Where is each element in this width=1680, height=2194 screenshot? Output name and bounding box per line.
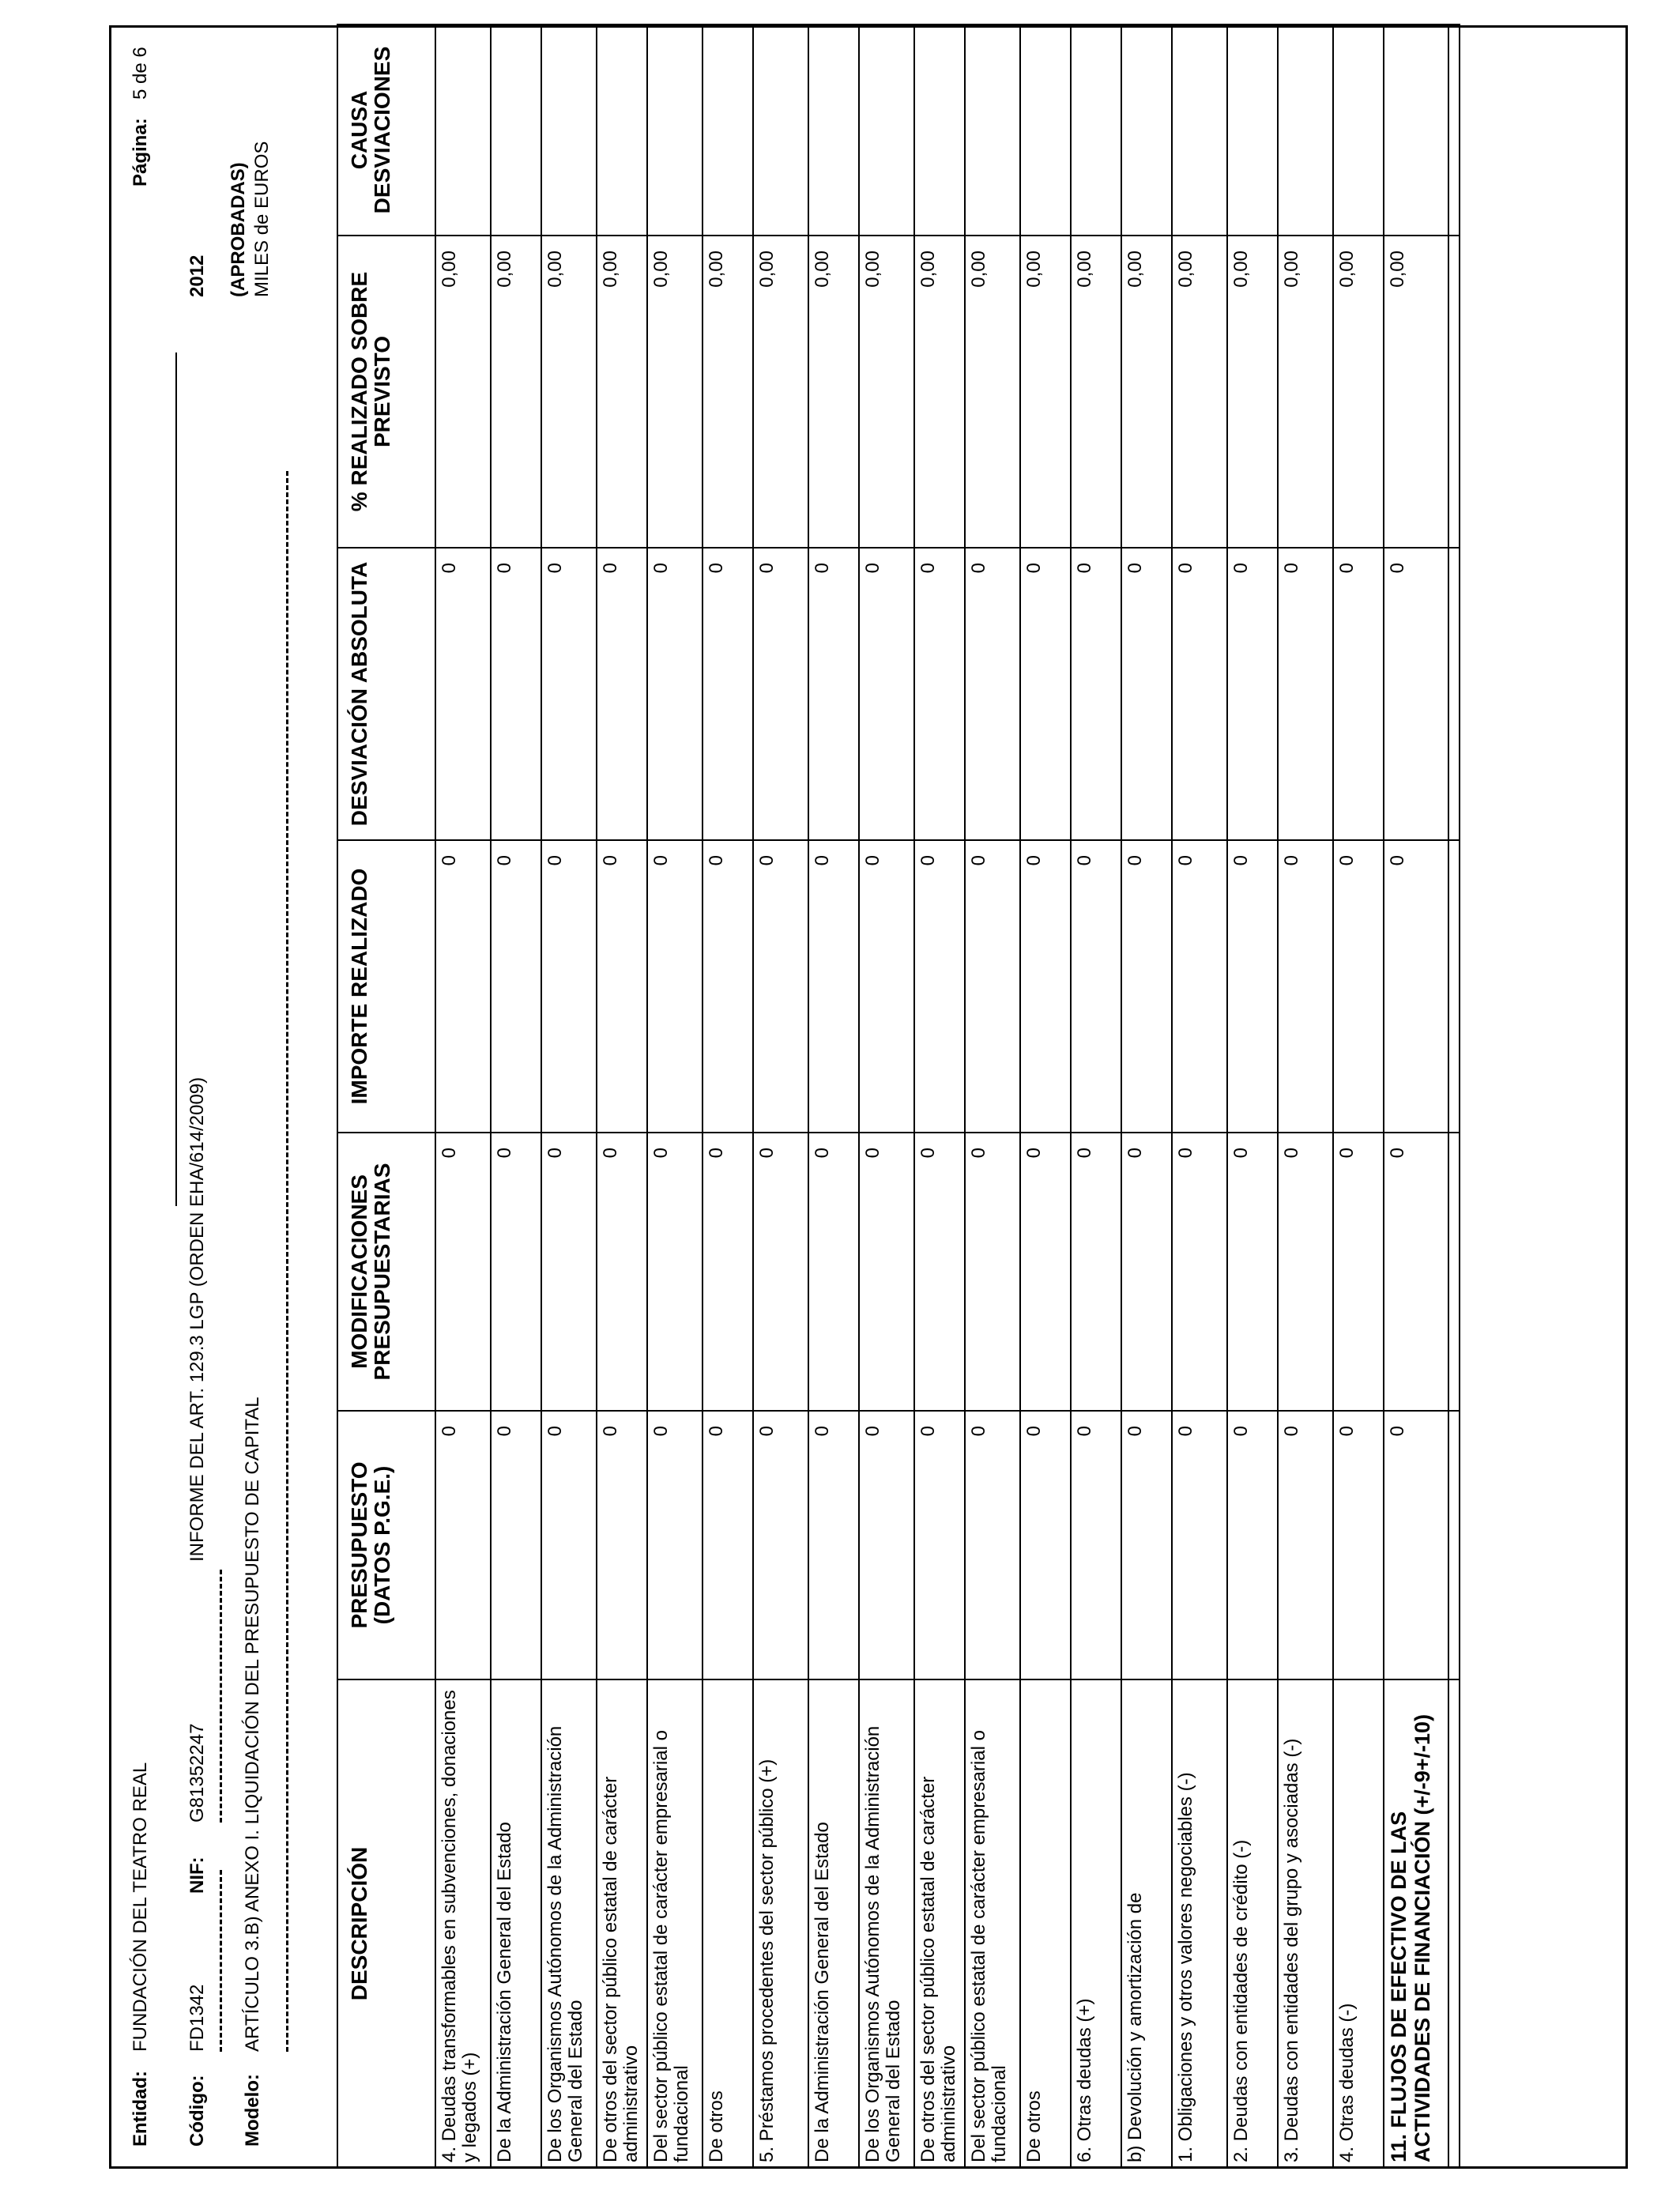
descripcion-cell: 6. Otras deudas (+)	[1071, 1679, 1121, 2168]
table-row	[491, 25, 541, 2168]
table-row	[1384, 25, 1448, 2168]
table-row	[541, 25, 597, 2168]
presupuesto-cell: 0	[753, 1411, 808, 1679]
modificaciones-cell: 0	[1172, 1133, 1227, 1411]
spacer-cell	[1448, 548, 1460, 840]
modificaciones-cell: 0	[647, 1133, 703, 1411]
desviacion-cell: 0	[541, 548, 597, 840]
realizado-cell: 0	[914, 840, 965, 1133]
presupuesto-cell: 0	[1121, 1411, 1172, 1679]
porcentaje-cell: 0,00	[1384, 236, 1448, 548]
table-row	[753, 25, 808, 2168]
table-row	[914, 25, 965, 2168]
porcentaje-cell: 0,00	[1172, 236, 1227, 548]
desviacion-cell: 0	[1227, 548, 1278, 840]
presupuesto-cell: 0	[1172, 1411, 1227, 1679]
modificaciones-cell: 0	[1121, 1133, 1172, 1411]
table-row	[1278, 25, 1333, 2168]
modelo-value: ARTÍCULO 3.B) ANEXO I. LIQUIDACIÓN DEL PRESUPUESTO DE CAPITAL	[242, 1397, 263, 2052]
desviacion-cell: 0	[1384, 548, 1448, 840]
modificaciones-cell: 0	[1278, 1133, 1333, 1411]
col-descripcion: DESCRIPCIÓN	[337, 1679, 435, 2168]
spacer-cell	[1448, 25, 1460, 236]
causa-cell	[1121, 25, 1172, 236]
col-presupuesto: PRESUPUESTO (DATOS P.G.E.)	[337, 1411, 435, 1679]
causa-cell	[435, 25, 491, 236]
descripcion-cell: De otros	[703, 1679, 753, 2168]
informe-title: INFORME DEL ART. 129.3 LGP (ORDEN EHA/614/2009)	[186, 1076, 208, 1562]
porcentaje-cell: 0,00	[859, 236, 914, 548]
presupuesto-cell: 0	[541, 1411, 597, 1679]
nif-dashes	[220, 1570, 222, 1823]
table-row	[647, 25, 703, 2168]
modificaciones-cell: 0	[1333, 1133, 1384, 1411]
pagina-value: 5 de 6	[130, 47, 151, 100]
presupuesto-cell: 0	[965, 1411, 1020, 1679]
realizado-cell: 0	[541, 840, 597, 1133]
table-row	[597, 25, 647, 2168]
presupuesto-cell: 0	[1278, 1411, 1333, 1679]
presupuesto-cell: 0	[808, 1411, 859, 1679]
causa-cell	[753, 25, 808, 236]
desviacion-cell: 0	[491, 548, 541, 840]
porcentaje-cell: 0,00	[1227, 236, 1278, 548]
causa-cell	[1172, 25, 1227, 236]
realizado-cell: 0	[859, 840, 914, 1133]
causa-cell	[1278, 25, 1333, 236]
year: 2012	[186, 254, 208, 297]
porcentaje-cell: 0,00	[597, 236, 647, 548]
desviacion-cell: 0	[1121, 548, 1172, 840]
desviacion-cell: 0	[435, 548, 491, 840]
causa-cell	[1227, 25, 1278, 236]
desviacion-cell: 0	[1333, 548, 1384, 840]
pagina-label: Página:	[130, 118, 151, 187]
modificaciones-cell: 0	[597, 1133, 647, 1411]
descripcion-cell: De los Organismos Autónomos de la Administración General del Estado	[859, 1679, 914, 2168]
desviacion-cell: 0	[1172, 548, 1227, 840]
modificaciones-cell: 0	[1071, 1133, 1121, 1411]
realizado-cell: 0	[647, 840, 703, 1133]
realizado-cell: 0	[753, 840, 808, 1133]
informe-rule	[175, 352, 177, 1206]
entidad-label: Entidad:	[130, 2071, 151, 2147]
realizado-cell: 0	[965, 840, 1020, 1133]
table-row	[1020, 25, 1071, 2168]
porcentaje-cell: 0,00	[491, 236, 541, 548]
realizado-cell: 0	[597, 840, 647, 1133]
porcentaje-cell: 0,00	[647, 236, 703, 548]
modificaciones-cell: 0	[1020, 1133, 1071, 1411]
descripcion-cell: 2. Deudas con entidades de crédito (-)	[1227, 1679, 1278, 2168]
porcentaje-cell: 0,00	[753, 236, 808, 548]
col-desviacion-absoluta: DESVIACIÓN ABSOLUTA	[337, 548, 435, 840]
porcentaje-cell: 0,00	[1278, 236, 1333, 548]
desviacion-cell: 0	[753, 548, 808, 840]
spacer-cell	[1448, 1133, 1460, 1411]
descripcion-cell: De la Administración General del Estado	[491, 1679, 541, 2168]
modificaciones-cell: 0	[965, 1133, 1020, 1411]
causa-cell	[1333, 25, 1384, 236]
descripcion-cell: De la Administración General del Estado	[808, 1679, 859, 2168]
modificaciones-cell: 0	[808, 1133, 859, 1411]
table-row	[1172, 25, 1227, 2168]
col-porcentaje-realizado: % REALIZADO SOBRE PREVISTO	[337, 236, 435, 548]
desviacion-cell: 0	[914, 548, 965, 840]
descripcion-cell: 5. Préstamos procedentes del sector público (+)	[753, 1679, 808, 2168]
desviacion-cell: 0	[859, 548, 914, 840]
descripcion-cell: De otros del sector público estatal de carácter administrativo	[914, 1679, 965, 2168]
descripcion-cell: 11. FLUJOS DE EFECTIVO DE LAS ACTIVIDADES DE FINANCIACIÓN (+/-9+/-10)	[1384, 1679, 1448, 2168]
realizado-cell: 0	[1071, 840, 1121, 1133]
presupuesto-cell: 0	[1071, 1411, 1121, 1679]
aprobadas-label: (APROBADAS)	[228, 162, 249, 297]
nif-value: G81352247	[186, 1723, 208, 1823]
table-row	[859, 25, 914, 2168]
desviacion-cell: 0	[1278, 548, 1333, 840]
desviacion-cell: 0	[1071, 548, 1121, 840]
descripcion-cell: 3. Deudas con entidades del grupo y asociadas (-)	[1278, 1679, 1333, 2168]
porcentaje-cell: 0,00	[965, 236, 1020, 548]
presupuesto-cell: 0	[914, 1411, 965, 1679]
modificaciones-cell: 0	[1384, 1133, 1448, 1411]
desviacion-cell: 0	[703, 548, 753, 840]
table-header-row	[337, 25, 435, 2168]
nif-label: NIF:	[186, 1857, 208, 1894]
table-end-spacer	[1448, 25, 1460, 2168]
realizado-cell: 0	[808, 840, 859, 1133]
causa-cell	[914, 25, 965, 236]
desviacion-cell: 0	[1020, 548, 1071, 840]
col-modificaciones: MODIFICACIONES PRESUPUESTARIAS	[337, 1133, 435, 1411]
realizado-cell: 0	[1020, 840, 1071, 1133]
presupuesto-cell: 0	[597, 1411, 647, 1679]
presupuesto-cell: 0	[491, 1411, 541, 1679]
col-causa-desviaciones: CAUSA DESVIACIONES	[337, 25, 435, 236]
realizado-cell: 0	[1172, 840, 1227, 1133]
realizado-cell: 0	[1384, 840, 1448, 1133]
descripcion-cell: 1. Obligaciones y otros valores negociables (-)	[1172, 1679, 1227, 2168]
modificaciones-cell: 0	[703, 1133, 753, 1411]
unidades-label: MILES de EUROS	[251, 141, 273, 297]
presupuesto-cell: 0	[1384, 1411, 1448, 1679]
descripcion-cell: Del sector público estatal de carácter empresarial o fundacional	[647, 1679, 703, 2168]
spacer-cell	[1448, 1411, 1460, 1679]
presupuesto-cell: 0	[859, 1411, 914, 1679]
spacer-cell	[1448, 236, 1460, 548]
table-row	[1121, 25, 1172, 2168]
causa-cell	[965, 25, 1020, 236]
codigo-value: FD1342	[186, 1984, 208, 2052]
descripcion-cell: 4. Deudas transformables en subvenciones, donaciones y legados (+)	[435, 1679, 491, 2168]
causa-cell	[1071, 25, 1121, 236]
realizado-cell: 0	[1227, 840, 1278, 1133]
realizado-cell: 0	[435, 840, 491, 1133]
table-row	[1227, 25, 1278, 2168]
table-body	[435, 25, 1460, 2168]
modificaciones-cell: 0	[859, 1133, 914, 1411]
causa-cell	[1020, 25, 1071, 236]
table-row	[965, 25, 1020, 2168]
realizado-cell: 0	[1278, 840, 1333, 1133]
desviacion-cell: 0	[597, 548, 647, 840]
porcentaje-cell: 0,00	[914, 236, 965, 548]
modificaciones-cell: 0	[435, 1133, 491, 1411]
entidad-value: FUNDACIÓN DEL TEATRO REAL	[130, 1762, 151, 2052]
spacer-cell	[1448, 1679, 1460, 2168]
realizado-cell: 0	[703, 840, 753, 1133]
desviacion-cell: 0	[808, 548, 859, 840]
budget-table	[337, 24, 1460, 2169]
porcentaje-cell: 0,00	[1071, 236, 1121, 548]
codigo-label: Código:	[186, 2075, 208, 2147]
spacer-cell	[1448, 840, 1460, 1133]
modificaciones-cell: 0	[753, 1133, 808, 1411]
porcentaje-cell: 0,00	[435, 236, 491, 548]
porcentaje-cell: 0,00	[541, 236, 597, 548]
table-row	[435, 25, 491, 2168]
presupuesto-cell: 0	[1227, 1411, 1278, 1679]
modificaciones-cell: 0	[1227, 1133, 1278, 1411]
table-row	[1071, 25, 1121, 2168]
realizado-cell: 0	[1333, 840, 1384, 1133]
codigo-dashes	[220, 1870, 222, 2052]
table-row	[1333, 25, 1384, 2168]
descripcion-cell: De otros del sector público estatal de carácter administrativo	[597, 1679, 647, 2168]
causa-cell	[597, 25, 647, 236]
presupuesto-cell: 0	[435, 1411, 491, 1679]
descripcion-cell: Del sector público estatal de carácter empresarial o fundacional	[965, 1679, 1020, 2168]
modelo-label: Modelo:	[242, 2074, 263, 2147]
table-row	[808, 25, 859, 2168]
realizado-cell: 0	[1121, 840, 1172, 1133]
causa-cell	[491, 25, 541, 236]
desviacion-cell: 0	[647, 548, 703, 840]
descripcion-cell: De otros	[1020, 1679, 1071, 2168]
presupuesto-cell: 0	[1333, 1411, 1384, 1679]
col-importe-realizado: IMPORTE REALIZADO	[337, 840, 435, 1133]
modificaciones-cell: 0	[914, 1133, 965, 1411]
descripcion-cell: De los Organismos Autónomos de la Administración General del Estado	[541, 1679, 597, 2168]
causa-cell	[647, 25, 703, 236]
causa-cell	[541, 25, 597, 236]
causa-cell	[859, 25, 914, 236]
modificaciones-cell: 0	[541, 1133, 597, 1411]
porcentaje-cell: 0,00	[1121, 236, 1172, 548]
realizado-cell: 0	[491, 840, 541, 1133]
modificaciones-cell: 0	[491, 1133, 541, 1411]
presupuesto-cell: 0	[647, 1411, 703, 1679]
porcentaje-cell: 0,00	[1333, 236, 1384, 548]
causa-cell	[703, 25, 753, 236]
presupuesto-cell: 0	[703, 1411, 753, 1679]
table-row	[703, 25, 753, 2168]
descripcion-cell: b) Devolución y amortización de	[1121, 1679, 1172, 2168]
porcentaje-cell: 0,00	[808, 236, 859, 548]
desviacion-cell: 0	[965, 548, 1020, 840]
modelo-dashes	[286, 471, 288, 2052]
causa-cell	[808, 25, 859, 236]
causa-cell	[1384, 25, 1448, 236]
porcentaje-cell: 0,00	[1020, 236, 1071, 548]
presupuesto-cell: 0	[1020, 1411, 1071, 1679]
descripcion-cell: 4. Otras deudas (-)	[1333, 1679, 1384, 2168]
porcentaje-cell: 0,00	[703, 236, 753, 548]
